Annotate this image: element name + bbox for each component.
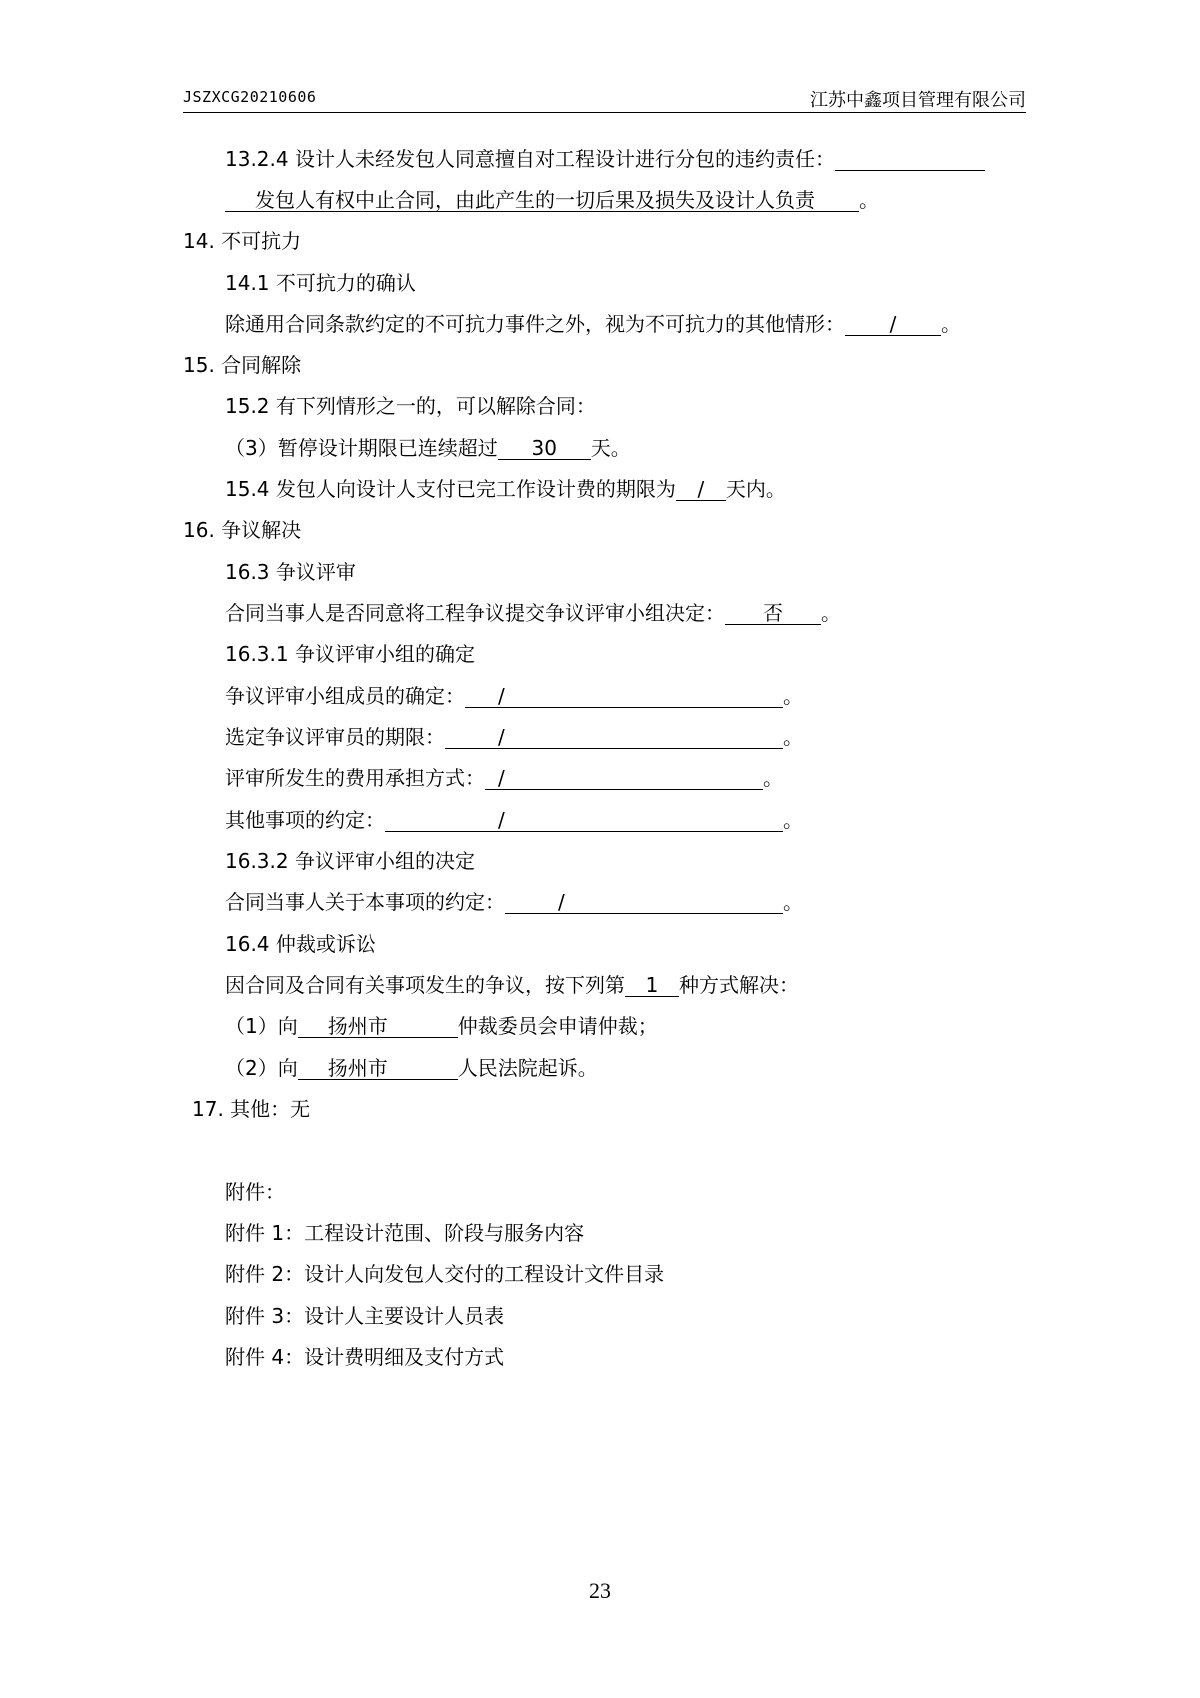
clause-15-4-value: / — [676, 478, 726, 501]
agree-label: 合同当事人关于本事项的约定： — [225, 890, 505, 914]
clause-15-2-item-3-prefix: （3）暂停设计期限已连续超过 — [225, 436, 498, 460]
option-1-prefix: （1）向 — [225, 1014, 298, 1038]
clause-16-4-suffix: 种方式解决： — [679, 973, 799, 997]
agree-value — [505, 891, 783, 914]
blank-underline — [835, 148, 985, 171]
period-row: 选定争议评审员的期限： / 。 — [225, 725, 803, 749]
clause-15-2-item-3-value: 30 — [498, 437, 591, 460]
section-17: 17. 其他：无 — [192, 1097, 311, 1121]
clause-16-3-2-title: 16.3.2 争议评审小组的决定 — [225, 849, 475, 873]
other-row: 其他事项的约定： / 。 — [225, 808, 803, 832]
clause-14-1-label: 除通用合同条款约定的不可抗力事件之外，视为不可抗力的其他情形： — [225, 312, 845, 336]
option-2-prefix: （2）向 — [225, 1056, 298, 1080]
clause-13-2-4-text: 13.2.4 设计人未经发包人同意擅自对工程设计进行分包的违约责任： — [225, 147, 835, 171]
clause-13-2-4-value-text: 发包人有权中止合同，由此产生的一切后果及损失及设计人负责 — [255, 188, 815, 212]
option-1-value — [298, 1015, 458, 1038]
clause-15-4-prefix: 15.4 发包人向设计人支付已完工作设计费的期限为 — [225, 477, 676, 501]
header-rule — [183, 112, 1026, 113]
clause-16-4-prefix: 因合同及合同有关事项发生的争议，按下列第 — [225, 973, 625, 997]
clause-16-4-text — [225, 972, 799, 998]
cost-row: 评审所发生的费用承担方式： / 。 — [225, 766, 783, 790]
attachments-title: 附件： — [225, 1180, 285, 1204]
section-14-title: 14. 不可抗力 — [183, 229, 302, 253]
clause-16-3-label: 合同当事人是否同意将工程争议提交争议评审小组决定： — [225, 601, 725, 625]
other-label: 其他事项的约定： — [225, 808, 385, 832]
cost-label: 评审所发生的费用承担方式： — [225, 766, 485, 790]
members-row: 争议评审小组成员的确定： / 。 — [225, 684, 803, 708]
attachment-item: 附件 2：设计人向发包人交付的工程设计文件目录 — [225, 1262, 665, 1286]
document-code: JSZXCG20210606 — [183, 88, 317, 106]
page-number: 23 — [589, 1578, 611, 1603]
clause-14-1-value: / — [845, 313, 941, 336]
cost-value-text: / — [498, 766, 505, 790]
clause-13-2-4 — [225, 146, 985, 172]
clause-13-2-4-value — [225, 189, 859, 212]
company-name: 江苏中鑫项目管理有限公司 — [810, 90, 1026, 111]
clause-15-2-item-3 — [225, 435, 631, 461]
members-value — [465, 685, 783, 708]
attachment-item: 附件 4：设计费明细及支付方式 — [225, 1345, 505, 1369]
attachment-item: 附件 3：设计人主要设计人员表 — [225, 1304, 505, 1328]
option-2-value-text: 扬州市 — [327, 1056, 388, 1080]
period-value — [445, 726, 783, 749]
other-value — [385, 809, 783, 832]
clause-16-3-1-title: 16.3.1 争议评审小组的确定 — [225, 642, 475, 666]
option-1-suffix: 仲裁委员会申请仲裁； — [457, 1014, 658, 1038]
clause-14-1-text: 除通用合同条款约定的不可抗力事件之外，视为不可抗力的其他情形： / 。 — [225, 312, 961, 336]
option-2-suffix: 人民法院起诉。 — [457, 1056, 598, 1080]
clause-13-2-4-continued: 发包人有权中止合同，由此产生的一切后果及损失及设计人负责 。 — [225, 187, 879, 213]
section-16-title: 16. 争议解决 — [183, 518, 302, 542]
clause-16-3-text: 合同当事人是否同意将工程争议提交争议评审小组决定： 否 。 — [225, 601, 841, 625]
agree-row: 合同当事人关于本事项的约定： / 。 — [225, 890, 803, 914]
period-value-text: / — [498, 725, 505, 749]
other-value-text: / — [498, 808, 505, 832]
attachment-item: 附件 1：工程设计范围、阶段与服务内容 — [225, 1221, 585, 1245]
option-1-value-text: 扬州市 — [327, 1014, 388, 1038]
option-2-value — [298, 1057, 458, 1080]
option-2 — [225, 1055, 598, 1081]
clause-16-3-title: 16.3 争议评审 — [225, 560, 356, 584]
clause-15-2-text: 15.2 有下列情形之一的，可以解除合同： — [225, 394, 596, 418]
clause-15-4 — [225, 476, 786, 502]
members-label: 争议评审小组成员的确定： — [225, 684, 465, 708]
clause-15-4-suffix: 天内。 — [725, 477, 786, 501]
clause-14-1-title: 14.1 不可抗力的确认 — [225, 271, 416, 295]
clause-16-4-title: 16.4 仲裁或诉讼 — [225, 932, 376, 956]
agree-value-text: / — [558, 890, 565, 914]
clause-15-2-item-3-suffix: 天。 — [590, 436, 631, 460]
period-label: 选定争议评审员的期限： — [225, 725, 445, 749]
option-1 — [225, 1013, 658, 1039]
cost-value — [485, 767, 763, 790]
members-value-text: / — [498, 684, 505, 708]
clause-16-3-value: 否 — [725, 602, 821, 625]
clause-16-4-value: 1 — [625, 974, 679, 997]
section-15-title: 15. 合同解除 — [183, 353, 302, 377]
